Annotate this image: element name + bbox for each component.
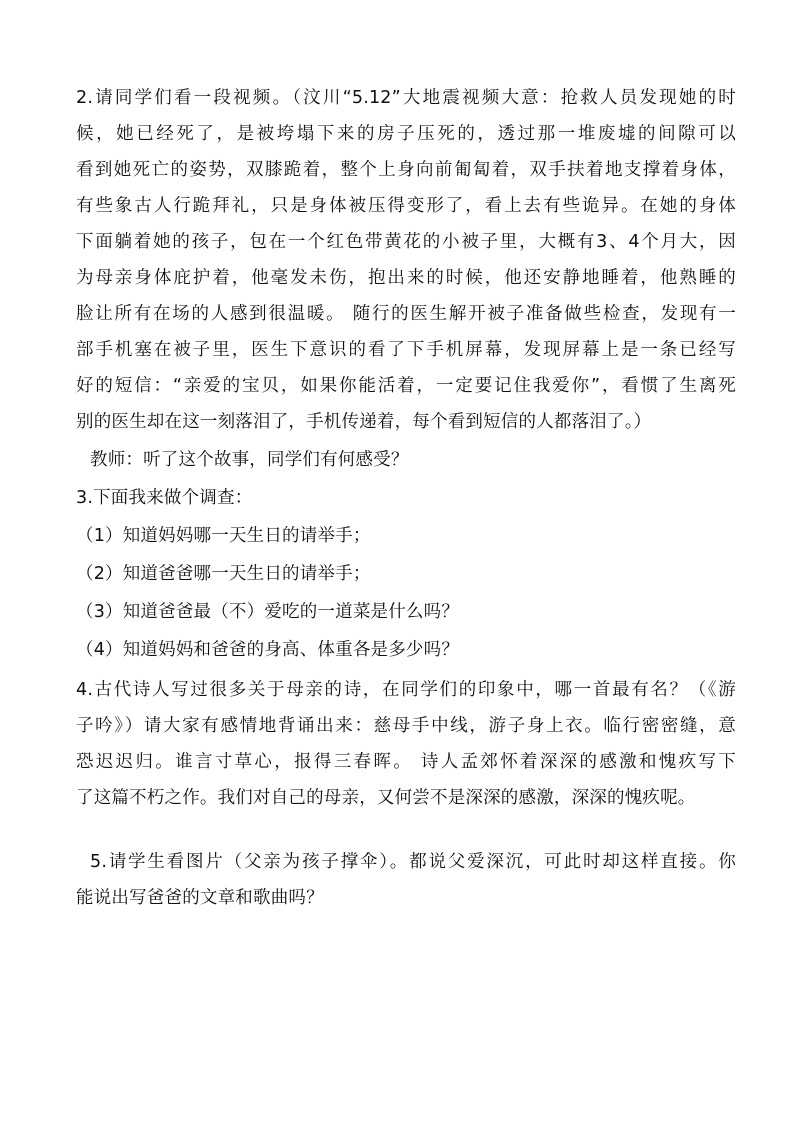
survey-item-4: （4）知道妈妈和爸爸的身高、体重各是多少吗？ bbox=[76, 640, 460, 660]
item4-line-2: 子吟》）请大家有感情地背诵出来：慈母手中线，游子身上衣。临行密密缝，意 bbox=[76, 716, 736, 736]
teacher-question: 教师：听了这个故事，同学们有何感受？ bbox=[90, 450, 409, 470]
survey-heading: 3.下面我来做个调查： bbox=[76, 488, 253, 508]
item5-line-1: 5.请学生看图片（父亲为孩子撑伞）。都说父爱深沉，可此时却这样直接。你 bbox=[90, 852, 736, 872]
survey-item-2: （2）知道爸爸哪一天生日的请举手； bbox=[76, 564, 371, 584]
item2-line-10: 别的医生却在这一刻落泪了，手机传递着，每个看到短信的人都落泪了。） bbox=[76, 412, 652, 432]
item2-line-5: 下面躺着她的孩子，包在一个红色带黄花的小被子里，大概有3、4个月大，因 bbox=[76, 232, 736, 252]
item2-line-3: 看到她死亡的姿势，双膝跪着，整个上身向前匍匐着，双手扶着地支撑着身体， bbox=[76, 160, 736, 180]
survey-item-3: （3）知道爸爸最（不）爱吃的一道菜是什么吗？ bbox=[76, 602, 460, 622]
item2-line-7: 脸让所有在场的人感到很温暖。 随行的医生解开被子准备做些检查，发现有一 bbox=[76, 304, 736, 324]
item5-line-2: 能说出写爸爸的文章和歌曲吗？ bbox=[76, 888, 324, 908]
item2-line-8: 部手机塞在被子里，医生下意识的看了下手机屏幕，发现屏幕上是一条已经写 bbox=[76, 340, 736, 360]
item2-line-2: 候，她已经死了，是被垮塌下来的房子压死的，透过那一堆废墟的间隙可以 bbox=[76, 124, 736, 144]
item4-line-1: 4.古代诗人写过很多关于母亲的诗，在同学们的印象中，哪一首最有名？（《游 bbox=[76, 680, 736, 700]
item2-line-4: 有些象古人行跪拜礼，只是身体被压得变形了，看上去有些诡异。在她的身体 bbox=[76, 196, 736, 216]
item4-line-4: 了这篇不朽之作。我们对自己的母亲，又何尝不是深深的感激，深深的愧疚呢。 bbox=[76, 788, 696, 808]
item2-line-9: 好的短信：“亲爱的宝贝，如果你能活着，一定要记住我爱你”，看惯了生离死 bbox=[76, 376, 736, 396]
item2-line-1: 2.请同学们看一段视频。（汶川“5.12”大地震视频大意：抢救人员发现她的时 bbox=[76, 88, 736, 108]
item4-line-3: 恐迟迟归。谁言寸草心，报得三春晖。 诗人孟郊怀着深深的感激和愧疚写下 bbox=[76, 752, 736, 772]
item2-line-6: 为母亲身体庇护着，他毫发未伤，抱出来的时候，他还安静地睡着，他熟睡的 bbox=[76, 268, 736, 288]
survey-item-1: （1）知道妈妈哪一天生日的请举手； bbox=[76, 526, 371, 546]
